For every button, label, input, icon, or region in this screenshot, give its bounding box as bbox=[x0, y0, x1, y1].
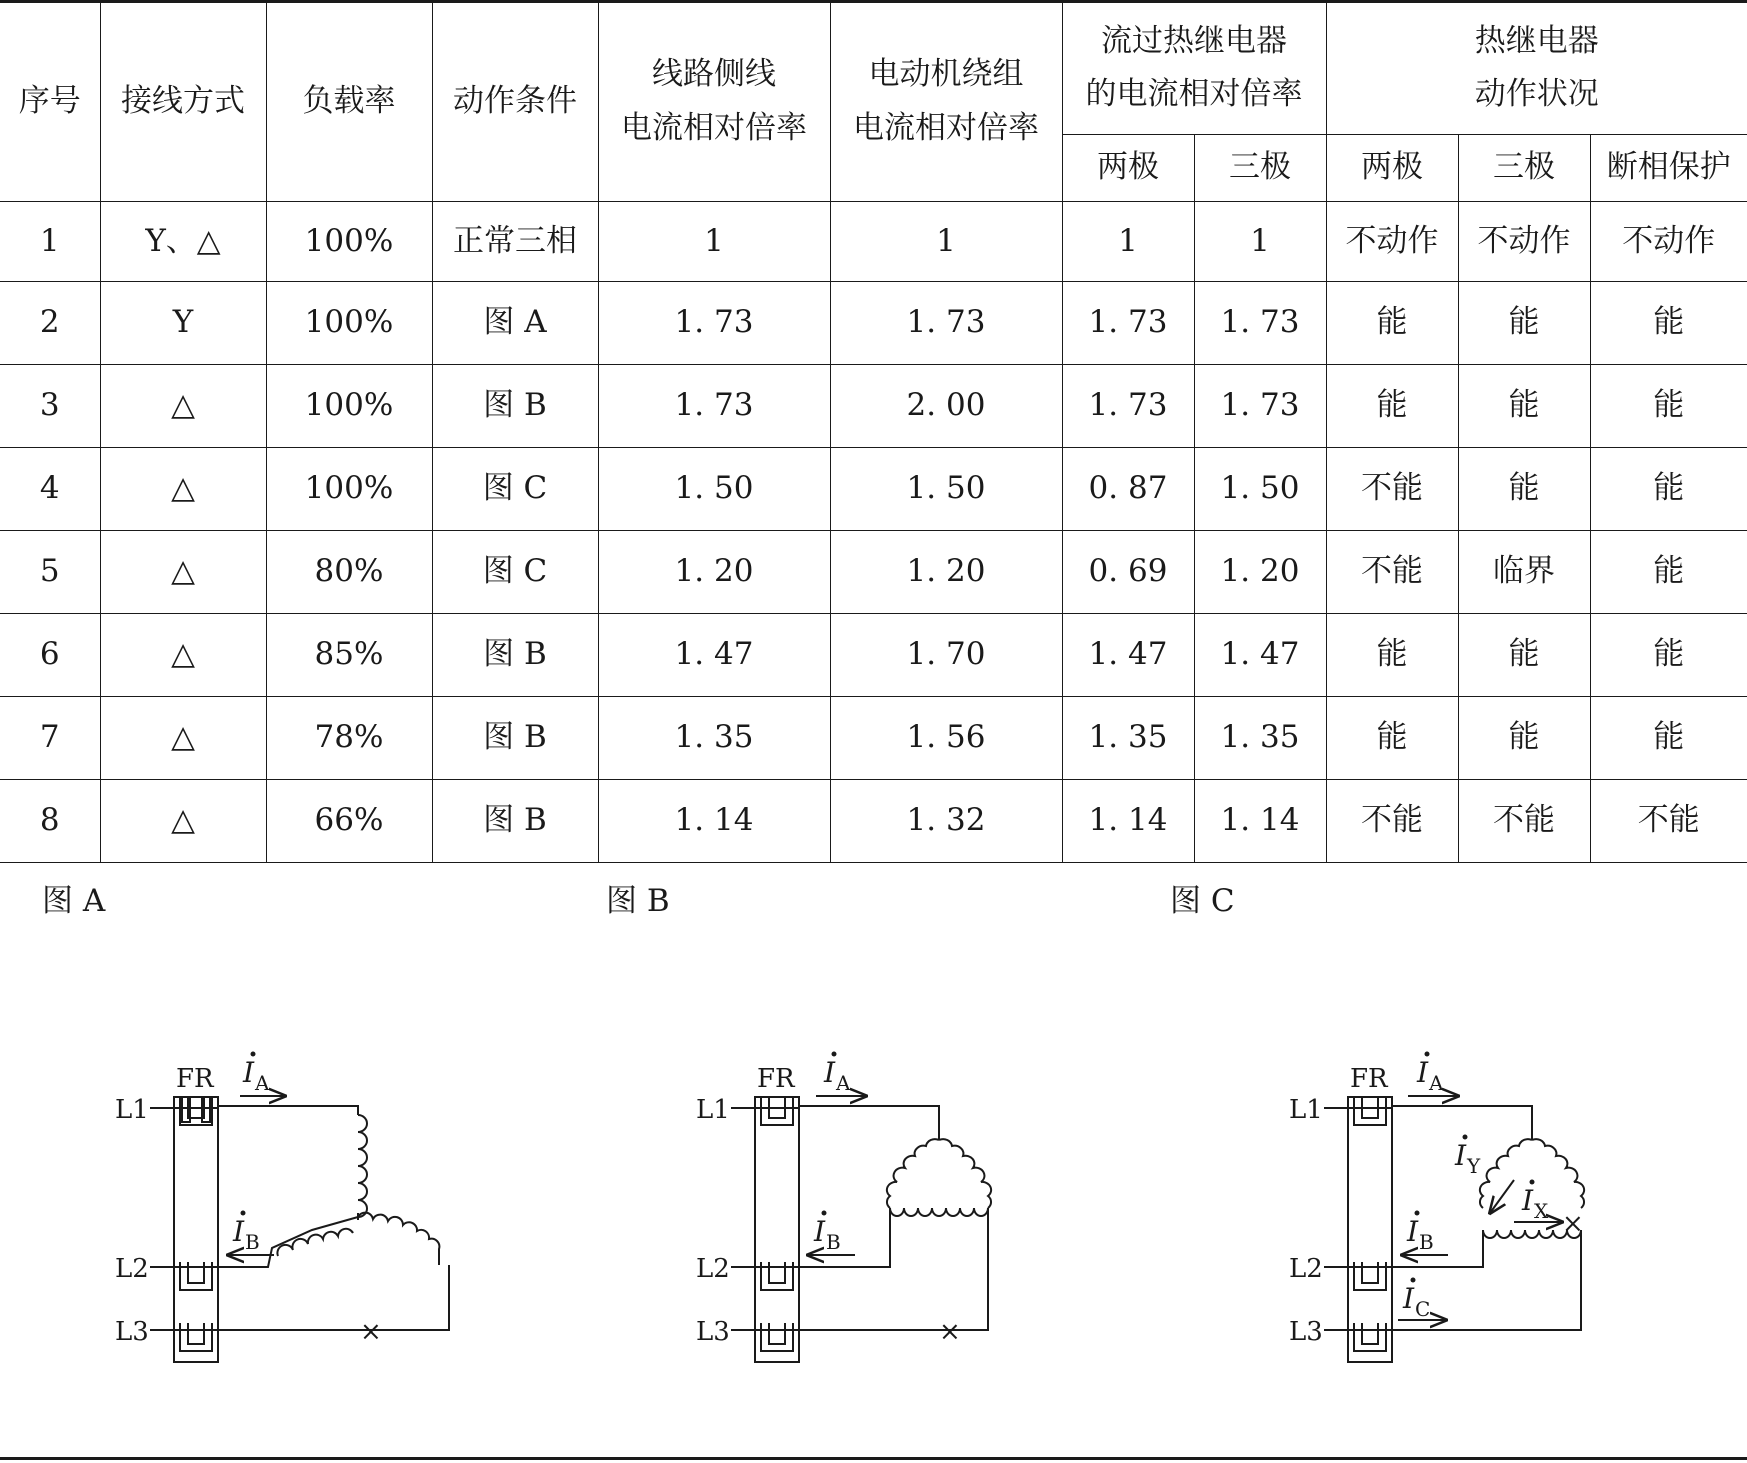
cell-connection: △ bbox=[100, 779, 266, 862]
relay-frame-b bbox=[755, 1097, 799, 1362]
cell-actp: 能 bbox=[1590, 447, 1747, 530]
cell-act2: 不能 bbox=[1326, 530, 1458, 613]
current-ib-b-subscript: B bbox=[826, 1230, 841, 1254]
header-condition: 动作条件 bbox=[432, 2, 598, 201]
cell-fr3: 1. 47 bbox=[1194, 613, 1326, 696]
winding-b-left bbox=[887, 1139, 939, 1208]
figure-c-circuit bbox=[1324, 1096, 1584, 1362]
relay-element-a1 bbox=[180, 1097, 212, 1125]
cell-line: 1. 73 bbox=[598, 364, 830, 447]
current-ia-c-subscript: A bbox=[1429, 1071, 1444, 1095]
cell-fr3: 1. 35 bbox=[1194, 696, 1326, 779]
header-no: 序号 bbox=[0, 2, 100, 201]
figure-b-label: 图 B bbox=[606, 883, 670, 919]
cell-actp: 能 bbox=[1590, 530, 1747, 613]
cell-connection: △ bbox=[100, 364, 266, 447]
table-row bbox=[0, 779, 1747, 862]
cell-fr2: 1. 14 bbox=[1062, 779, 1194, 862]
cell-load: 66% bbox=[266, 779, 432, 862]
line-l3-label-c: L3 bbox=[1289, 1317, 1323, 1347]
current-ia-b-dot bbox=[832, 1052, 837, 1057]
cell-act3: 能 bbox=[1458, 696, 1590, 779]
current-ic-c-subscript: C bbox=[1415, 1297, 1431, 1321]
cell-no: 1 bbox=[0, 201, 100, 281]
table-row bbox=[0, 530, 1747, 613]
table-row bbox=[0, 201, 1747, 281]
cell-fr2: 0. 69 bbox=[1062, 530, 1194, 613]
relay-element-b1 bbox=[761, 1097, 793, 1125]
cell-load: 100% bbox=[266, 201, 432, 281]
wire-b-l2 bbox=[799, 1208, 890, 1267]
table-row bbox=[0, 613, 1747, 696]
cell-no: 7 bbox=[0, 696, 100, 779]
circuit-diagrams bbox=[0, 1020, 1747, 1420]
current-ia-a-subscript: A bbox=[255, 1071, 270, 1095]
header-relay-current: 流过热继电器 的电流相对倍率 bbox=[1062, 2, 1326, 134]
current-ix-c-subscript: X bbox=[1534, 1199, 1549, 1223]
cell-act2: 不能 bbox=[1326, 779, 1458, 862]
cell-load: 85% bbox=[266, 613, 432, 696]
header-three-pole-action: 三极 bbox=[1458, 134, 1590, 201]
current-ia-a-dot bbox=[251, 1052, 256, 1057]
break-mark-a: × bbox=[360, 1317, 382, 1347]
cell-winding: 1. 56 bbox=[830, 696, 1062, 779]
current-ia-b-subscript: A bbox=[836, 1071, 851, 1095]
winding-a-right bbox=[358, 1213, 439, 1265]
header-line-current: 线路侧线 电流相对倍率 bbox=[598, 2, 830, 201]
cell-act2: 能 bbox=[1326, 696, 1458, 779]
current-iy-c-dot bbox=[1463, 1135, 1468, 1140]
header-connection: 接线方式 bbox=[100, 2, 266, 201]
cell-condition: 图 B bbox=[432, 364, 598, 447]
cell-winding: 1. 32 bbox=[830, 779, 1062, 862]
header-two-pole-action: 两极 bbox=[1326, 134, 1458, 201]
cell-load: 100% bbox=[266, 364, 432, 447]
table-body bbox=[0, 201, 1747, 862]
cell-act3: 临界 bbox=[1458, 530, 1590, 613]
cell-connection: Y、△ bbox=[100, 201, 266, 281]
cell-fr3: 1. 73 bbox=[1194, 364, 1326, 447]
cell-no: 2 bbox=[0, 281, 100, 364]
line-l2-label-c: L2 bbox=[1289, 1254, 1323, 1284]
relay-action-table bbox=[0, 2, 1747, 863]
relay-frame-a bbox=[174, 1097, 218, 1362]
cell-connection: Y bbox=[100, 281, 266, 364]
header-phase-loss: 断相保护 bbox=[1590, 134, 1747, 201]
current-iy-c-subscript: Y bbox=[1467, 1154, 1481, 1178]
cell-condition: 图 B bbox=[432, 613, 598, 696]
cell-act2: 能 bbox=[1326, 613, 1458, 696]
current-ia-c-symbol: I bbox=[1417, 1056, 1429, 1089]
cell-condition: 图 C bbox=[432, 530, 598, 613]
cell-connection: △ bbox=[100, 613, 266, 696]
cell-line: 1. 50 bbox=[598, 447, 830, 530]
cell-connection: △ bbox=[100, 696, 266, 779]
cell-act2: 不能 bbox=[1326, 447, 1458, 530]
cell-actp: 不动作 bbox=[1590, 201, 1747, 281]
relay-label-c: FR bbox=[1350, 1064, 1388, 1094]
cell-winding: 1. 50 bbox=[830, 447, 1062, 530]
cell-fr3: 1. 73 bbox=[1194, 281, 1326, 364]
relay-frame-c bbox=[1348, 1097, 1392, 1362]
table-row bbox=[0, 447, 1747, 530]
cell-winding: 1. 20 bbox=[830, 530, 1062, 613]
wire-b-l3 bbox=[799, 1208, 988, 1330]
current-ia-b-symbol: I bbox=[824, 1056, 836, 1089]
arrow-iy-c bbox=[1490, 1180, 1514, 1213]
cell-fr2: 1. 73 bbox=[1062, 281, 1194, 364]
cell-winding: 1 bbox=[830, 201, 1062, 281]
cell-fr3: 1 bbox=[1194, 201, 1326, 281]
cell-fr2: 1 bbox=[1062, 201, 1194, 281]
cell-load: 80% bbox=[266, 530, 432, 613]
cell-no: 8 bbox=[0, 779, 100, 862]
cell-no: 6 bbox=[0, 613, 100, 696]
line-l2-label-b: L2 bbox=[696, 1254, 730, 1284]
cell-actp: 能 bbox=[1590, 281, 1747, 364]
figure-c-label: 图 C bbox=[1170, 883, 1235, 919]
line-l1-label-a: L1 bbox=[115, 1095, 149, 1125]
table-row bbox=[0, 281, 1747, 364]
header-winding-current: 电动机绕组 电流相对倍率 bbox=[830, 2, 1062, 201]
break-mark-c: × bbox=[1562, 1209, 1584, 1239]
cell-line: 1. 20 bbox=[598, 530, 830, 613]
current-ia-a-symbol: I bbox=[243, 1056, 255, 1089]
cell-load: 100% bbox=[266, 447, 432, 530]
line-stubs-c bbox=[1324, 1108, 1392, 1330]
cell-fr3: 1. 50 bbox=[1194, 447, 1326, 530]
current-ib-a-subscript: B bbox=[245, 1230, 260, 1254]
relay-element-b3 bbox=[761, 1323, 793, 1351]
header-relay-action: 热继电器 动作状况 bbox=[1326, 2, 1747, 134]
winding-b-right bbox=[939, 1139, 991, 1208]
cell-load: 78% bbox=[266, 696, 432, 779]
relay-label-a: FR bbox=[176, 1064, 214, 1094]
header-load-rate: 负载率 bbox=[266, 2, 432, 201]
cell-load: 100% bbox=[266, 281, 432, 364]
winding-a-top bbox=[358, 1115, 367, 1217]
cell-act3: 能 bbox=[1458, 613, 1590, 696]
cell-act3: 不动作 bbox=[1458, 201, 1590, 281]
figure-a-circuit bbox=[150, 1096, 449, 1362]
wire-c-l2 bbox=[1392, 1230, 1483, 1267]
current-ia-c-dot bbox=[1425, 1052, 1430, 1057]
line-l3-label-b: L3 bbox=[696, 1317, 730, 1347]
winding-c-right bbox=[1532, 1139, 1584, 1208]
table-row bbox=[0, 364, 1747, 447]
wire-b-l1 bbox=[799, 1106, 939, 1140]
cell-winding: 1. 70 bbox=[830, 613, 1062, 696]
relay-label-b: FR bbox=[757, 1064, 795, 1094]
table-row bbox=[0, 696, 1747, 779]
header-three-pole-current: 三极 bbox=[1194, 134, 1326, 201]
wire-a-l1 bbox=[218, 1106, 358, 1220]
current-ib-b-dot bbox=[822, 1211, 827, 1216]
figure-a-label: 图 A bbox=[42, 883, 106, 919]
cell-no: 3 bbox=[0, 364, 100, 447]
relay-element-c1 bbox=[1354, 1097, 1386, 1125]
cell-act3: 不能 bbox=[1458, 779, 1590, 862]
cell-winding: 2. 00 bbox=[830, 364, 1062, 447]
relay-element-a3 bbox=[180, 1323, 212, 1351]
cell-fr3: 1. 14 bbox=[1194, 779, 1326, 862]
cell-actp: 能 bbox=[1590, 364, 1747, 447]
cell-condition: 图 C bbox=[432, 447, 598, 530]
current-iy-c-symbol: I bbox=[1455, 1139, 1467, 1172]
cell-condition: 图 B bbox=[432, 779, 598, 862]
break-mark-b: × bbox=[939, 1317, 961, 1347]
cell-fr2: 1. 47 bbox=[1062, 613, 1194, 696]
current-ib-c-dot bbox=[1415, 1211, 1420, 1216]
line-l3-label-a: L3 bbox=[115, 1317, 149, 1347]
line-l1-label-b: L1 bbox=[696, 1095, 730, 1125]
cell-act2: 能 bbox=[1326, 364, 1458, 447]
winding-a-left bbox=[277, 1229, 353, 1256]
current-ib-a-dot bbox=[241, 1211, 246, 1216]
cell-winding: 1. 73 bbox=[830, 281, 1062, 364]
current-ix-c-symbol: I bbox=[1522, 1184, 1534, 1217]
cell-no: 4 bbox=[0, 447, 100, 530]
current-ic-c-symbol: I bbox=[1403, 1282, 1415, 1315]
cell-fr3: 1. 20 bbox=[1194, 530, 1326, 613]
line-l1-label-c: L1 bbox=[1289, 1095, 1323, 1125]
current-ib-a-symbol: I bbox=[233, 1215, 245, 1248]
header-two-pole-current: 两极 bbox=[1062, 134, 1194, 201]
cell-line: 1 bbox=[598, 201, 830, 281]
cell-line: 1. 14 bbox=[598, 779, 830, 862]
cell-no: 5 bbox=[0, 530, 100, 613]
cell-act2: 不动作 bbox=[1326, 201, 1458, 281]
cell-fr2: 1. 73 bbox=[1062, 364, 1194, 447]
cell-act3: 能 bbox=[1458, 281, 1590, 364]
relay-element-c3 bbox=[1354, 1323, 1386, 1351]
wire-c-l1 bbox=[1392, 1106, 1532, 1140]
current-ib-c-subscript: B bbox=[1419, 1230, 1434, 1254]
cell-connection: △ bbox=[100, 447, 266, 530]
line-stubs-a bbox=[150, 1108, 218, 1330]
cell-connection: △ bbox=[100, 530, 266, 613]
cell-fr2: 0. 87 bbox=[1062, 447, 1194, 530]
current-ic-c-dot bbox=[1411, 1278, 1416, 1283]
cell-condition: 正常三相 bbox=[432, 201, 598, 281]
line-stubs-b bbox=[731, 1108, 799, 1330]
current-ix-c-dot bbox=[1530, 1180, 1535, 1185]
cell-act3: 能 bbox=[1458, 364, 1590, 447]
cell-actp: 能 bbox=[1590, 696, 1747, 779]
cell-line: 1. 35 bbox=[598, 696, 830, 779]
cell-actp: 不能 bbox=[1590, 779, 1747, 862]
cell-fr2: 1. 35 bbox=[1062, 696, 1194, 779]
cell-line: 1. 47 bbox=[598, 613, 830, 696]
cell-act3: 能 bbox=[1458, 447, 1590, 530]
current-ib-c-symbol: I bbox=[1407, 1215, 1419, 1248]
cell-condition: 图 B bbox=[432, 696, 598, 779]
cell-line: 1. 73 bbox=[598, 281, 830, 364]
current-ib-b-symbol: I bbox=[814, 1215, 826, 1248]
wire-a-l3 bbox=[218, 1265, 449, 1330]
bottom-rule bbox=[0, 1457, 1747, 1460]
cell-act2: 能 bbox=[1326, 281, 1458, 364]
line-l2-label-a: L2 bbox=[115, 1254, 149, 1284]
cell-actp: 能 bbox=[1590, 613, 1747, 696]
cell-condition: 图 A bbox=[432, 281, 598, 364]
winding-b-bottom bbox=[890, 1208, 988, 1216]
